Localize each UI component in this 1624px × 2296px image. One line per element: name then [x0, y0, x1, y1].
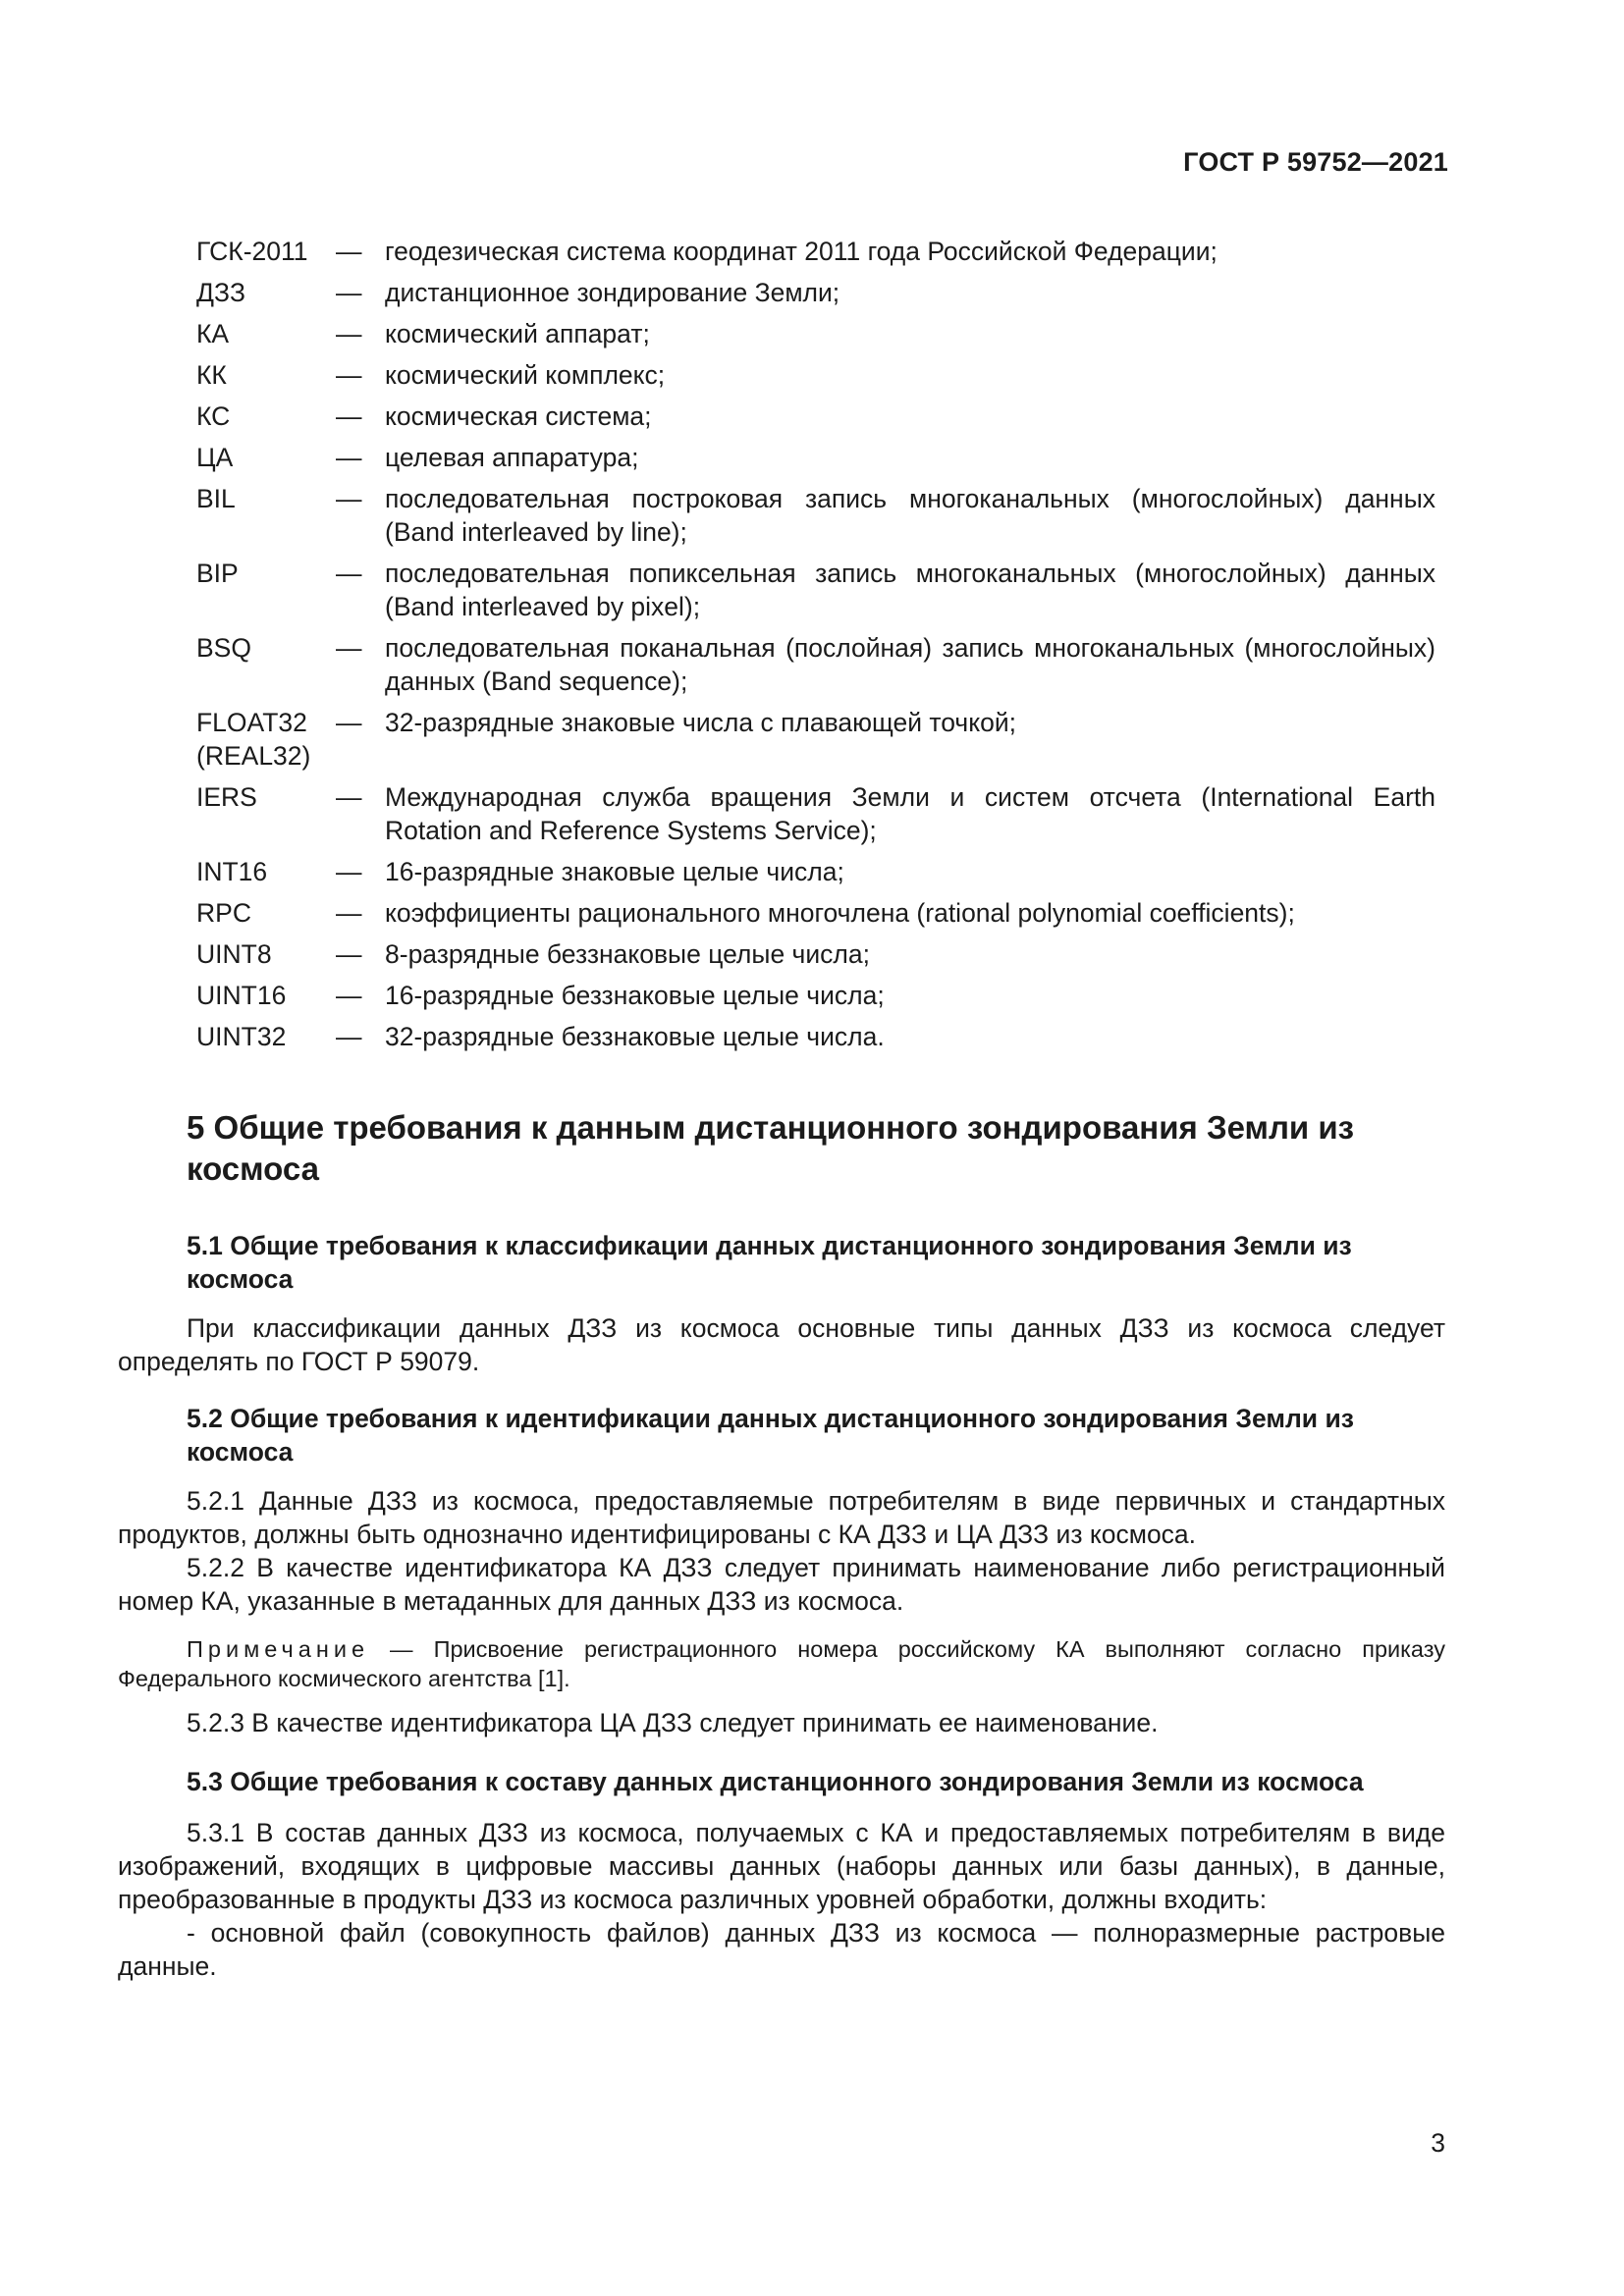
paragraph-5-2-1: 5.2.1 Данные ДЗЗ из космоса, предоставляемые потребителям в виде первичных и стандартных продуктов, должны быть однозначно идентифицированы с КА ДЗЗ и ЦА ДЗЗ из космоса. [118, 1486, 1445, 1549]
abbreviation-term: UINT16 [196, 981, 287, 1010]
abbreviation-definition: Международная служба вращения Земли и систем отсчета (International Earth Rotation and Reference Systems Service); [385, 782, 1435, 845]
abbreviation-row [196, 358, 1435, 392]
abbreviation-row [196, 276, 1435, 309]
abbreviation-row [196, 937, 1435, 971]
abbreviation-term: UINT8 [196, 939, 272, 969]
abbreviation-dash: — [336, 484, 362, 513]
abbreviation-list [196, 235, 1435, 1061]
abbreviation-dash: — [336, 898, 362, 928]
abbreviation-definition: космическая система; [385, 401, 652, 431]
abbreviation-row [196, 317, 1435, 350]
section-5-2-title: 5.2 Общие требования к идентификации данных дистанционного зондирования Земли из космоса [187, 1404, 1354, 1467]
abbreviation-term: UINT32 [196, 1022, 287, 1051]
abbreviation-dash: — [336, 939, 362, 969]
abbreviation-term: КК [196, 360, 227, 390]
abbreviation-row [196, 400, 1435, 433]
abbreviation-dash: — [336, 1022, 362, 1051]
paragraph-5-2-3: 5.2.3 В качестве идентификатора ЦА ДЗЗ следует принимать ее наименование. [187, 1708, 1159, 1737]
abbreviation-definition: дистанционное зондирование Земли; [385, 278, 840, 307]
abbreviation-definition: 32-разрядные беззнаковые целые числа. [385, 1022, 885, 1051]
abbreviation-dash: — [336, 443, 362, 472]
abbreviation-dash: — [336, 360, 362, 390]
note [118, 1634, 1445, 1693]
abbreviation-definition: последовательная попиксельная запись многоканальных (многослойных) данных (Band interleaved by pixel); [385, 559, 1435, 621]
abbreviation-dash: — [336, 559, 362, 588]
abbreviation-definition: космический аппарат; [385, 319, 650, 348]
abbreviation-definition: целевая аппаратура; [385, 443, 639, 472]
abbreviation-row [196, 979, 1435, 1012]
abbreviation-definition: космический комплекс; [385, 360, 666, 390]
page-number: 3 [1431, 2128, 1445, 2158]
abbreviation-definition: последовательная поканальная (послойная) запись многоканальных (многослойных) данных (Band sequence); [385, 633, 1435, 696]
abbreviation-term: КА [196, 319, 230, 348]
abbreviation-term: ЦА [196, 443, 234, 472]
abbreviation-term: BIL [196, 484, 236, 513]
abbreviation-dash: — [336, 981, 362, 1010]
paragraph-5-2-2: 5.2.2 В качестве идентификатора КА ДЗЗ следует принимать наименование либо регистрационный номер КА, указанные в метаданных для данных ДЗЗ из космоса. [118, 1553, 1445, 1616]
abbreviation-dash: — [336, 401, 362, 431]
abbreviation-definition: 8-разрядные беззнаковые целые числа; [385, 939, 870, 969]
abbreviation-row [196, 780, 1435, 847]
abbreviation-term: RPC [196, 898, 251, 928]
abbreviation-definition: 32-разрядные знаковые числа с плавающей точкой; [385, 708, 1017, 737]
note-label: Примечание [187, 1636, 370, 1662]
abbreviation-term: IERS [196, 782, 257, 812]
abbreviation-row [196, 441, 1435, 474]
abbreviation-term: КС [196, 401, 231, 431]
abbreviation-term: BSQ [196, 633, 251, 663]
abbreviation-definition: последовательная построковая запись многоканальных (многослойных) данных (Band interleaved by line); [385, 484, 1435, 547]
abbreviation-row [196, 235, 1435, 268]
abbreviation-dash: — [336, 708, 362, 737]
section-5-3-title: 5.3 Общие требования к составу данных дистанционного зондирования Земли из космоса [187, 1767, 1364, 1796]
note-text: — Присвоение регистрационного номера российскому КА выполняют согласно приказу Федерального космического агентства [1]. [118, 1636, 1445, 1691]
abbreviation-row [196, 1020, 1435, 1053]
abbreviation-row [196, 557, 1435, 623]
abbreviation-definition: геодезическая система координат 2011 года Российской Федерации; [385, 237, 1218, 266]
section-5-1-title: 5.1 Общие требования к классификации данных дистанционного зондирования Земли из космоса [187, 1231, 1352, 1294]
abbreviation-term: ГСК-2011 [196, 237, 308, 266]
abbreviation-dash: — [336, 278, 362, 307]
abbreviation-row [196, 706, 1435, 773]
abbreviation-dash: — [336, 633, 362, 663]
abbreviation-dash: — [336, 237, 362, 266]
abbreviation-row [196, 482, 1435, 549]
abbreviation-definition: коэффициенты рационального многочлена (rational polynomial coefficients); [385, 898, 1295, 928]
abbreviation-row [196, 855, 1435, 888]
paragraph-5-3-1: 5.3.1 В состав данных ДЗЗ из космоса, получаемых с КА и предоставляемых потребителям в виде изображений, входящих в цифровые массивы данных (наборы данных или базы данных), в данные, преобразованные в продукты ДЗЗ из космоса различных уровней обработки, должны входить: [118, 1818, 1445, 1914]
abbreviation-dash: — [336, 319, 362, 348]
abbreviation-definition: 16-разрядные знаковые целые числа; [385, 857, 844, 886]
document-header: ГОСТ Р 59752—2021 [1183, 147, 1448, 177]
abbreviation-term: BIP [196, 559, 239, 588]
section-5-1-paragraph: При классификации данных ДЗЗ из космоса основные типы данных ДЗЗ из космоса следует определять по ГОСТ Р 59079. [118, 1313, 1445, 1376]
abbreviation-term: INT16 [196, 857, 268, 886]
abbreviation-term: FLOAT32 (REAL32) [196, 708, 311, 771]
abbreviation-term: ДЗЗ [196, 278, 245, 307]
abbreviation-row [196, 631, 1435, 698]
abbreviation-dash: — [336, 857, 362, 886]
section-5-title: 5 Общие требования к данным дистанционного зондирования Земли из космоса [187, 1109, 1355, 1187]
list-item: - основной файл (совокупность файлов) данных ДЗЗ из космоса — полноразмерные растровые данные. [118, 1918, 1445, 1981]
abbreviation-row [196, 896, 1435, 930]
abbreviation-definition: 16-разрядные беззнаковые целые числа; [385, 981, 885, 1010]
abbreviation-dash: — [336, 782, 362, 812]
